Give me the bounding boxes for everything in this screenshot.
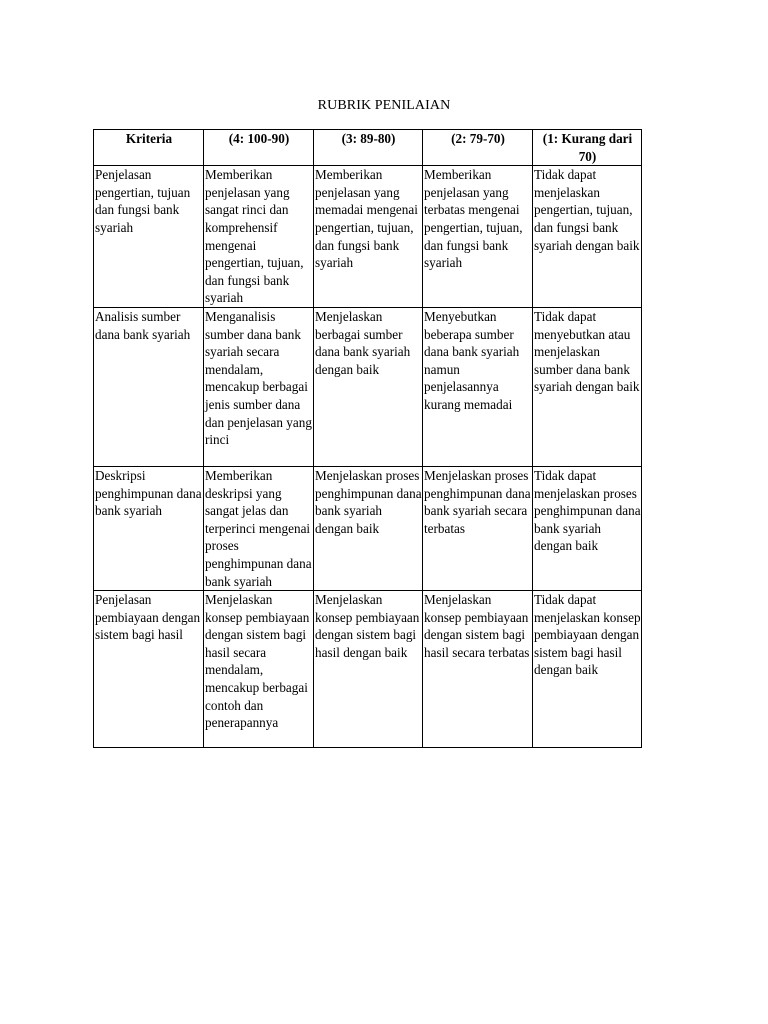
table-row [94,166,642,308]
table-cell: Tidak dapat menjelaskan proses penghimpunan dana bank syariah dengan baik [533,466,642,590]
header-score-1: (1: Kurang dari 70) [533,130,642,166]
table-cell: Menjelaskan proses penghimpunan dana bank syariah secara terbatas [423,466,533,590]
criteria-cell: Deskripsi penghimpunan dana bank syariah [94,466,204,590]
table-cell: Memberikan deskripsi yang sangat jelas dan terperinci mengenai proses penghimpunan dana bank syariah [204,466,314,590]
table-cell: Menjelaskan konsep pembiayaan dengan sistem bagi hasil secara mendalam, mencakup berbagai contoh dan penerapannya [204,591,314,748]
table-cell: Memberikan penjelasan yang sangat rinci dan komprehensif mengenai pengertian, tujuan, dan fungsi bank syariah [204,166,314,308]
header-kriteria: Kriteria [94,130,204,166]
criteria-cell: Penjelasan pembiayaan dengan sistem bagi hasil [94,591,204,748]
table-cell: Tidak dapat menyebutkan atau menjelaskan sumber dana bank syariah dengan baik [533,307,642,466]
header-score-3: (3: 89-80) [314,130,423,166]
header-score-2: (2: 79-70) [423,130,533,166]
criteria-cell: Penjelasan pengertian, tujuan dan fungsi bank syariah [94,166,204,308]
table-row [94,466,642,590]
table-header-row [94,130,642,166]
table-cell: Memberikan penjelasan yang terbatas mengenai pengertian, tujuan, dan fungsi bank syariah [423,166,533,308]
table-cell: Tidak dapat menjelaskan konsep pembiayaan dengan sistem bagi hasil dengan baik [533,591,642,748]
table-row [94,591,642,748]
table-cell: Menjelaskan proses penghimpunan dana bank syariah dengan baik [314,466,423,590]
table-cell: Menjelaskan berbagai sumber dana bank syariah dengan baik [314,307,423,466]
page-title: RUBRIK PENILAIAN [317,98,451,113]
table-cell: Menganalisis sumber dana bank syariah secara mendalam, mencakup berbagai jenis sumber dana dan penjelasan yang rinci [204,307,314,466]
table-cell: Menjelaskan konsep pembiayaan dengan sistem bagi hasil secara terbatas [423,591,533,748]
table-cell: Tidak dapat menjelaskan pengertian, tujuan, dan fungsi bank syariah dengan baik [533,166,642,308]
table-cell: Menjelaskan konsep pembiayaan dengan sistem bagi hasil dengan baik [314,591,423,748]
rubric-table [93,129,642,748]
criteria-cell: Analisis sumber dana bank syariah [94,307,204,466]
table-cell: Menyebutkan beberapa sumber dana bank syariah namun penjelasannya kurang memadai [423,307,533,466]
table-cell: Memberikan penjelasan yang memadai mengenai pengertian, tujuan, dan fungsi bank syariah [314,166,423,308]
header-score-4: (4: 100-90) [204,130,314,166]
table-row [94,307,642,466]
